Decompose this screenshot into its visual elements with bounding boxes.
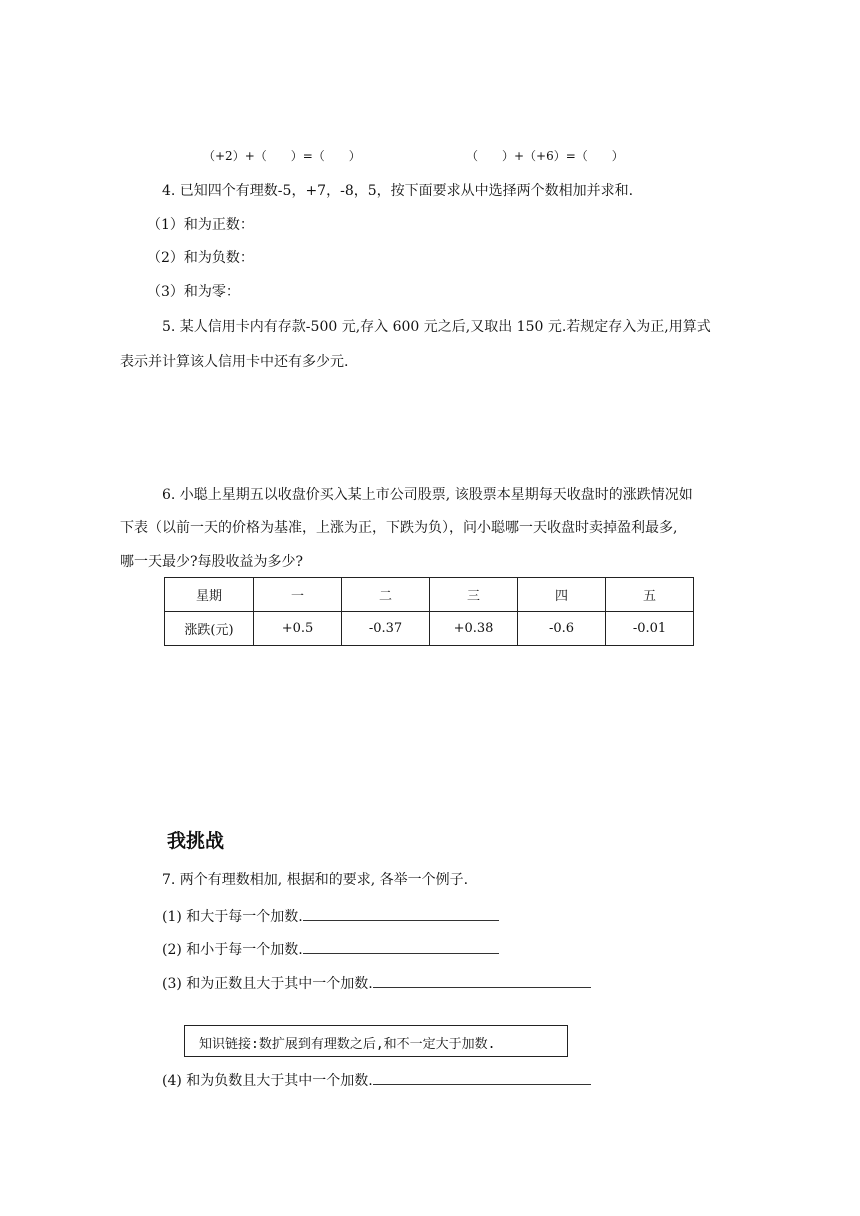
table-cell: 五 — [606, 578, 694, 612]
q7-item-4-text: (4) 和为负数且大于其中一个加数. — [162, 1073, 373, 1089]
q4-stem: 4. 已知四个有理数-5，+7，-8，5，按下面要求从中选择两个数相加并求和. — [162, 183, 634, 199]
section-heading: 我挑战 — [167, 830, 225, 852]
q6-line-2: 下表（以前一天的价格为基准，上涨为正，下跌为负），问小聪哪一天收盘时卖掉盈利最多, — [120, 520, 678, 536]
table-cell: 涨跌(元) — [165, 612, 254, 646]
q7-item-2 — [162, 939, 499, 959]
q7-item-4 — [162, 1070, 591, 1090]
stock-change-table — [164, 577, 694, 646]
table-row — [165, 612, 694, 646]
q4-item-1: （1）和为正数： — [147, 217, 254, 233]
table-cell: -0.37 — [342, 612, 430, 646]
q7-stem: 7. 两个有理数相加, 根据和的要求, 各举一个例子. — [162, 872, 469, 888]
q7-item-3 — [162, 973, 591, 993]
q5-line-1: 5. 某人信用卡内有存款-500 元,存入 600 元之后,又取出 150 元.若规定存入为正,用算式 — [162, 319, 711, 335]
answer-blank-4[interactable] — [373, 1070, 591, 1085]
q7-item-2-text: (2) 和小于每一个加数. — [162, 942, 303, 958]
equation-right: （ ）+（+6）=（ ） — [466, 149, 624, 163]
q4-item-2: （2）和为负数： — [147, 250, 254, 266]
q4-item-3: （3）和为零： — [147, 284, 240, 300]
knowledge-tip-text: 知识链接:数扩展到有理数之后,和不一定大于加数. — [199, 1037, 496, 1052]
table-cell: 二 — [342, 578, 430, 612]
q5-line-2: 表示并计算该人信用卡中还有多少元. — [120, 354, 349, 370]
q7-item-1 — [162, 906, 499, 926]
table-cell: 三 — [430, 578, 518, 612]
q7-item-3-text: (3) 和为正数且大于其中一个加数. — [162, 976, 373, 992]
equation-left: （+2）+（ ）=（ ） — [203, 149, 361, 163]
table-cell: 四 — [518, 578, 606, 612]
table-cell: +0.38 — [430, 612, 518, 646]
answer-blank-3[interactable] — [373, 973, 591, 988]
answer-blank-1[interactable] — [303, 906, 499, 921]
q6-line-3: 哪一天最少?每股收益为多少? — [120, 554, 304, 570]
table-cell: 一 — [254, 578, 342, 612]
table-header-row — [165, 578, 694, 612]
table-cell: -0.01 — [606, 612, 694, 646]
table-cell: 星期 — [165, 578, 254, 612]
q7-item-1-text: (1) 和大于每一个加数. — [162, 909, 303, 925]
table-cell: -0.6 — [518, 612, 606, 646]
q6-line-1: 6. 小聪上星期五以收盘价买入某上市公司股票, 该股票本星期每天收盘时的涨跌情况如 — [162, 487, 693, 503]
table-cell: +0.5 — [254, 612, 342, 646]
answer-blank-2[interactable] — [303, 939, 499, 954]
knowledge-tip-box — [184, 1025, 568, 1057]
